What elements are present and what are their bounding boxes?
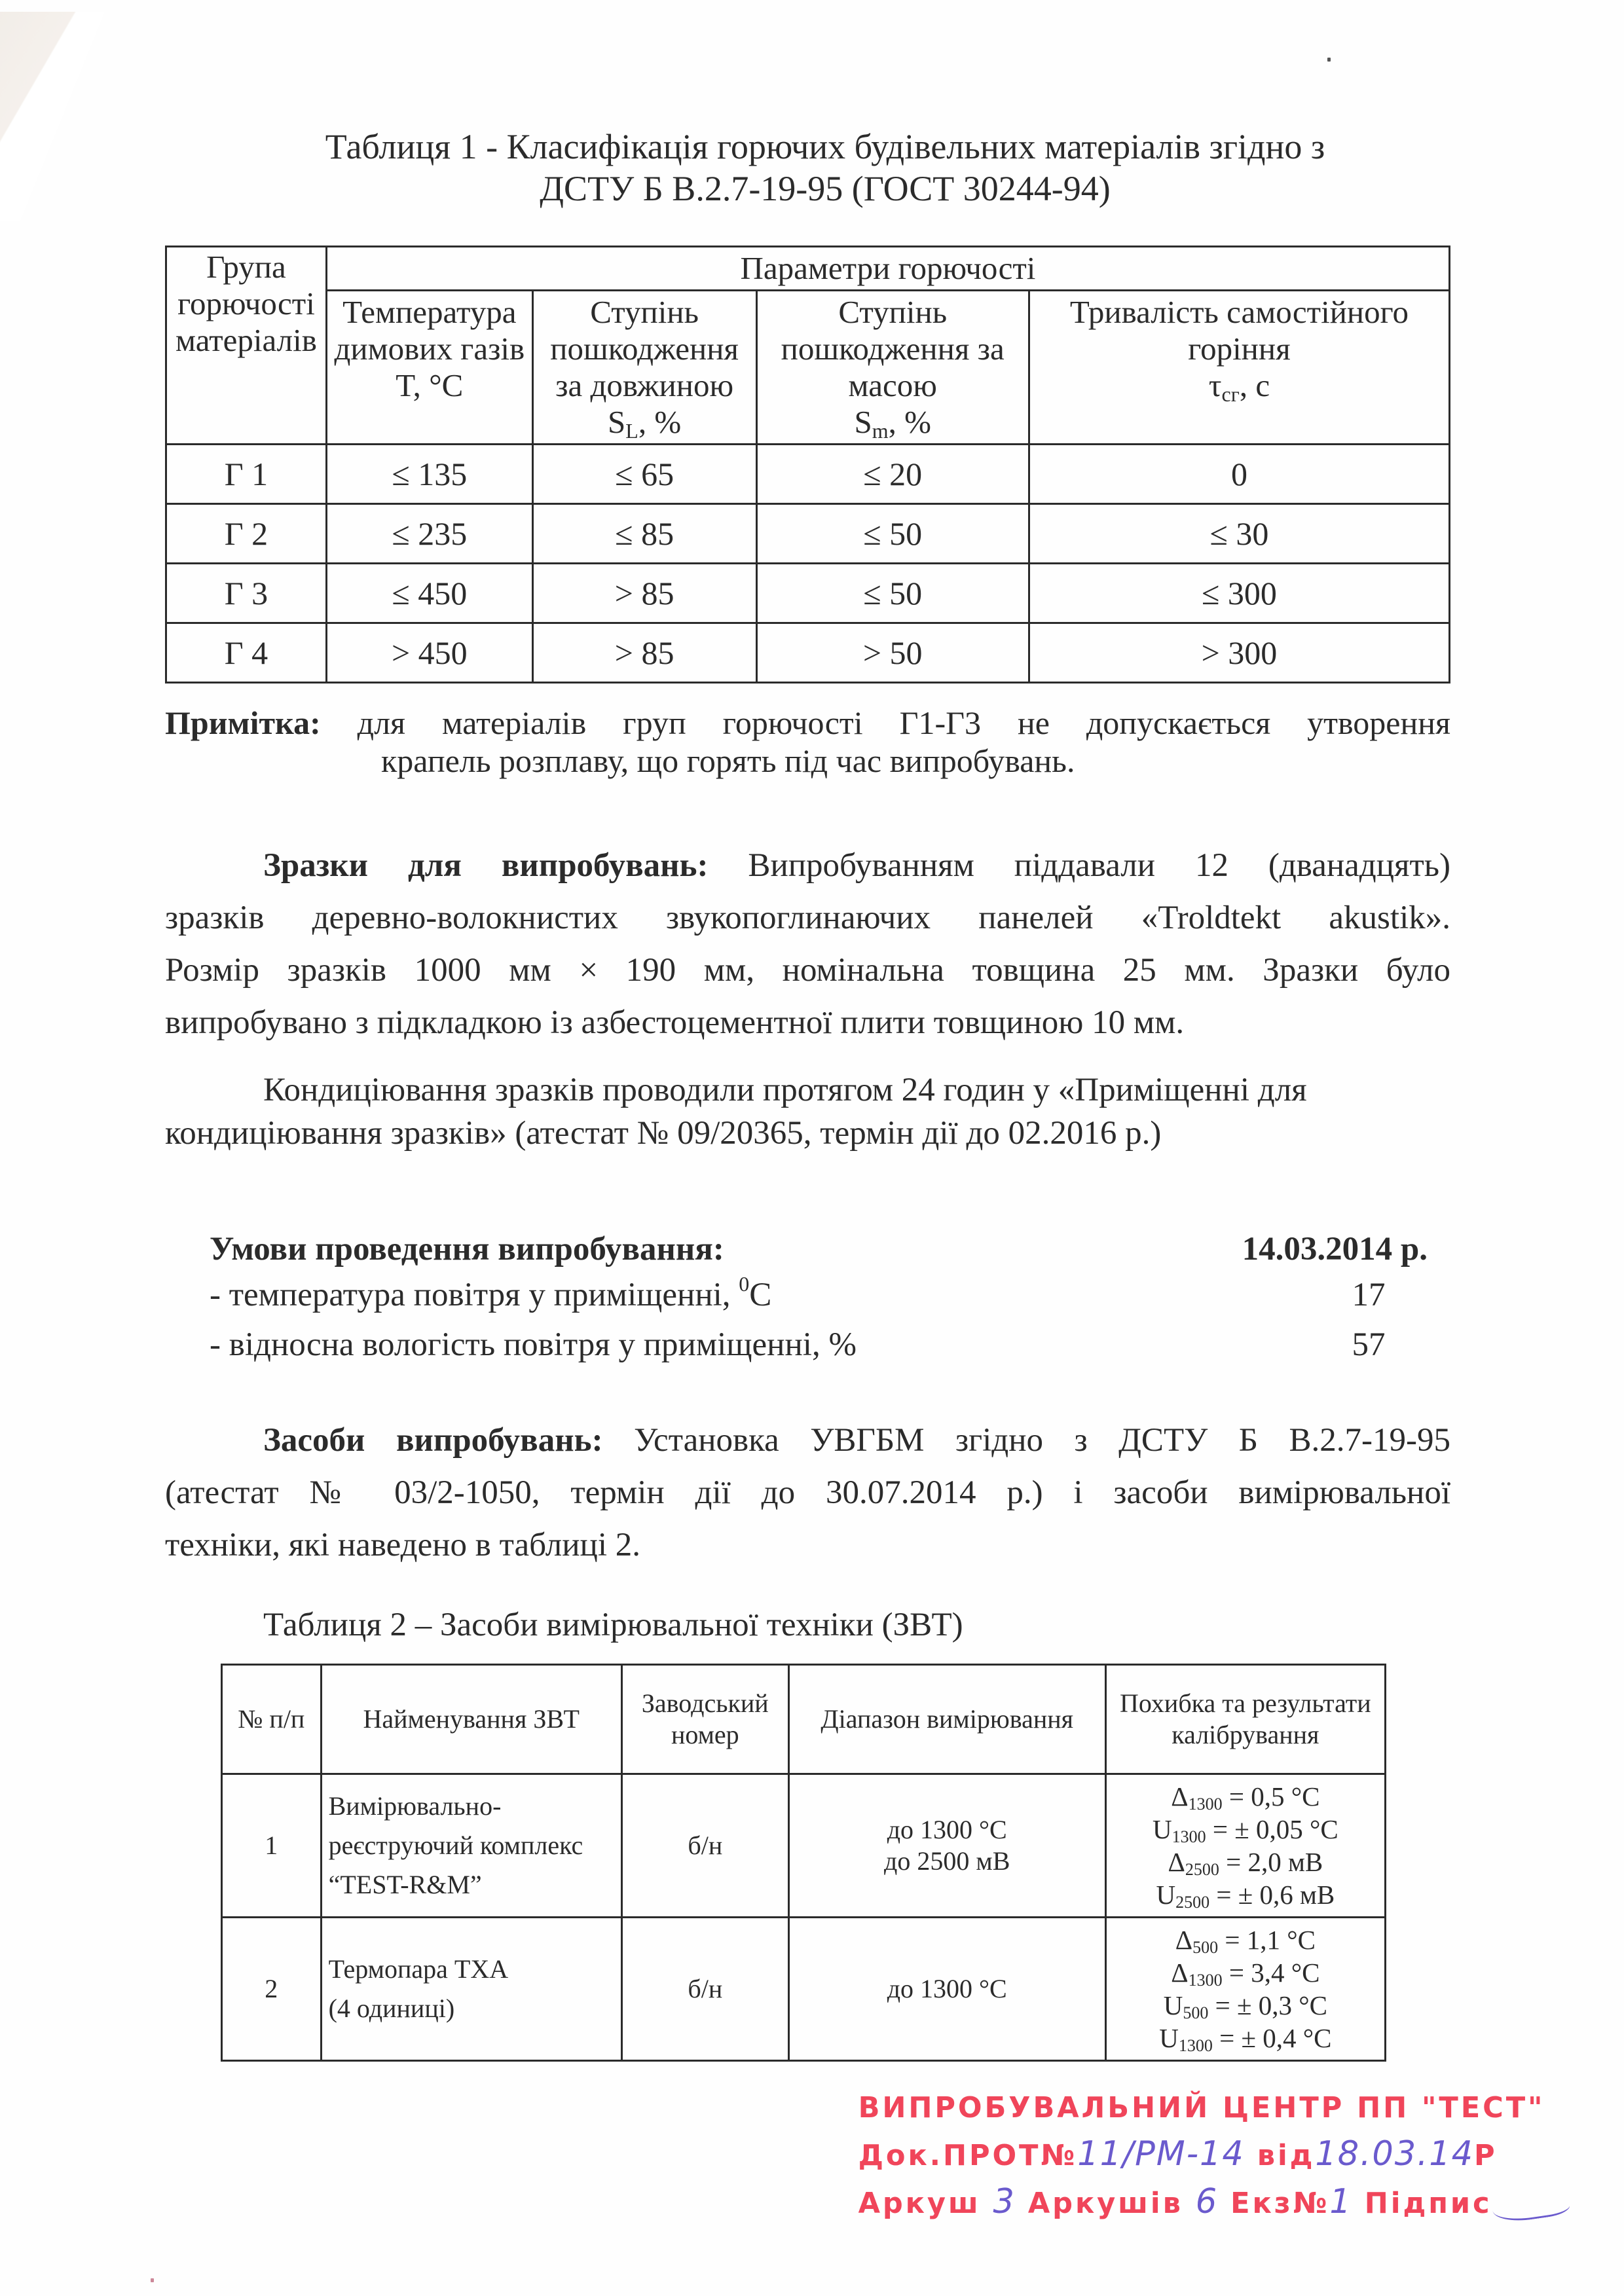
scan-speck [151,2278,154,2282]
table-row: Г 3 ≤ 450 > 85 ≤ 50 ≤ 300 [166,564,1450,623]
col-header-range: Діапазон вимірювання [788,1665,1105,1774]
scan-fold-artifact [0,12,105,221]
handwritten-doc-date: 18.03.14 [1315,2134,1475,2174]
table-header-row [222,1665,1386,1774]
table1-caption-line2: ДСТУ Б В.2.7-19-95 (ГОСТ 30244-94) [540,169,1111,208]
scan-speck [1327,58,1331,62]
col-header-name: Найменування ЗВТ [321,1665,621,1774]
col-header-num: № п/п [222,1665,322,1774]
table1-note: Примітка: для матеріалів груп горючості Г1-Г3 не допускається утворення крапель розплаву, що горять під час випробувань. [165,704,1451,779]
test-center-stamp [858,2085,1545,2227]
table-row: Г 4 > 450 > 85 > 50 > 300 [166,623,1450,683]
flammability-classification-table [165,246,1450,683]
stamp-title: ВИПРОБУВАЛЬНИЙ ЦЕНТР ПП "ТЕСТ" [858,2091,1545,2124]
samples-label: Зразки для випробувань: [263,847,709,884]
table-row: 2 Термопара ТХА (4 одиниці) б/н до 1300 °С $\Delta_{500} = 1,1$ °С $\Delta_{1300} = 3,4$ °С $U_{500}$ = ± 0,3 °С $U_{1300}$ = ± 0,4 °С [222,1918,1386,2061]
col-header-group: Група горючості матеріалів [166,247,327,445]
table-row: Г 2 ≤ 235 ≤ 85 ≤ 50 ≤ 30 [166,504,1450,564]
test-date: 14.03.2014 р. [1242,1231,1428,1267]
col-header-sl: Ступінь пошкодження за довжиною $S_L$, % [532,291,756,445]
handwritten-doc-number: 11/РМ-14 [1077,2134,1245,2174]
stamp-sheet-line: Аркуш 3 Аркушів 6 Екз№1 Підпис [858,2179,1539,2227]
test-condition-humidity: - відносна вологість повітря у приміщенні, % 57 [210,1326,1386,1363]
test-means-paragraph: Засоби випробувань: Установка УВГБМ згідно з ДСТУ Б В.2.7-19-95 (атестат № 03/2-1050, термін дії до 30.07.2014 р.) і засоби вимірювальної техніки, які наведено в таблиці 2. [165,1422,1450,1563]
table1-caption [249,126,1401,210]
signature-scribble [1490,2185,1570,2224]
col-header-serial: Заводський номер [621,1665,788,1774]
col-header-params: Параметри горючості [326,247,1449,291]
test-conditions-heading: Умови проведення випробування: 14.03.2014 р. [210,1230,1434,1269]
table-row: Г 1 ≤ 135 ≤ 65 ≤ 20 0 [166,445,1450,504]
col-header-error: Похибка та результати калібрування [1105,1665,1385,1774]
conditioning-paragraph: Кондиціювання зразків проводили протягом 24 годин у «Приміщенні для кондиціювання зразків» (атестат № 09/20365, термін дії до 02.2016 р.) [165,1072,1307,1152]
table2-caption: Таблиця 2 – Засоби вимірювальної техніки (ЗВТ) [263,1607,963,1643]
col-header-temp: Температура димових газів T, °C [326,291,532,445]
samples-paragraph: Зразки для випробувань: Випробуванням піддавали 12 (дванадцять) зразків деревно-волокнистих звукопоглинаючих панелей «Troldtekt akustik». Розмір зразків 1000 мм × 190 мм, номінальна товщина 25 мм. Зразки було випробувано з підкладкою із азбестоцементної плити товщиною 10 мм. [165,847,1450,1041]
col-header-tau: Тривалість самостійного горіння $\tau_{сг}$, с [1029,291,1449,445]
table-row: 1 Вимірювально- реєструючий комплекс “TEST-R&M” б/н до 1300 °С до 2500 мВ $\Delta_{1300} = 0,5$ °С $U_{1300}$ = ± 0,05 °С $\Delta_{2500} = 2,0$ мВ $U_{2500}$ = ± 0,6 мВ [222,1774,1386,1918]
test-condition-temperature: - температура повітря у приміщенні, $^0$C 17 [210,1272,1386,1313]
note-label: Примітка: [165,704,321,741]
measuring-equipment-table [221,1664,1386,2062]
table1-caption-line1: Таблиця 1 - Класифікація горючих будівельних матеріалів згідно з [325,127,1325,166]
stamp-document-line: Док.ПРОТ№11/РМ-14 від18.03.14Р [858,2134,1498,2174]
means-label: Засоби випробувань: [263,1422,603,1459]
col-header-sm: Ступінь пошкодження за масою $S_m$, % [756,291,1029,445]
